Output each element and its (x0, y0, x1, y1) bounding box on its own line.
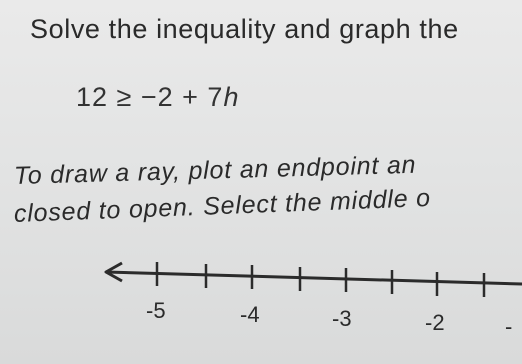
inequality-lhs: 12 ≥ −2 + 7 (76, 82, 224, 112)
tick-label: -5 (146, 298, 166, 323)
tick-label: -3 (332, 306, 352, 331)
tick-label: - (505, 314, 513, 339)
instruction-text: Solve the inequality and graph the (30, 14, 459, 44)
number-line[interactable] (0, 250, 522, 364)
inequality-variable: h (223, 82, 240, 112)
hint-text-line-2: closed to open. Select the middle o (13, 183, 432, 228)
tick-label: -4 (240, 302, 260, 327)
tick-label: -2 (425, 310, 445, 335)
hint-text-line-1: To draw a ray, plot an endpoint an (13, 150, 417, 190)
number-line-axis[interactable] (106, 272, 522, 284)
inequality-expression (76, 82, 239, 113)
number-line-graphic[interactable] (0, 250, 522, 364)
